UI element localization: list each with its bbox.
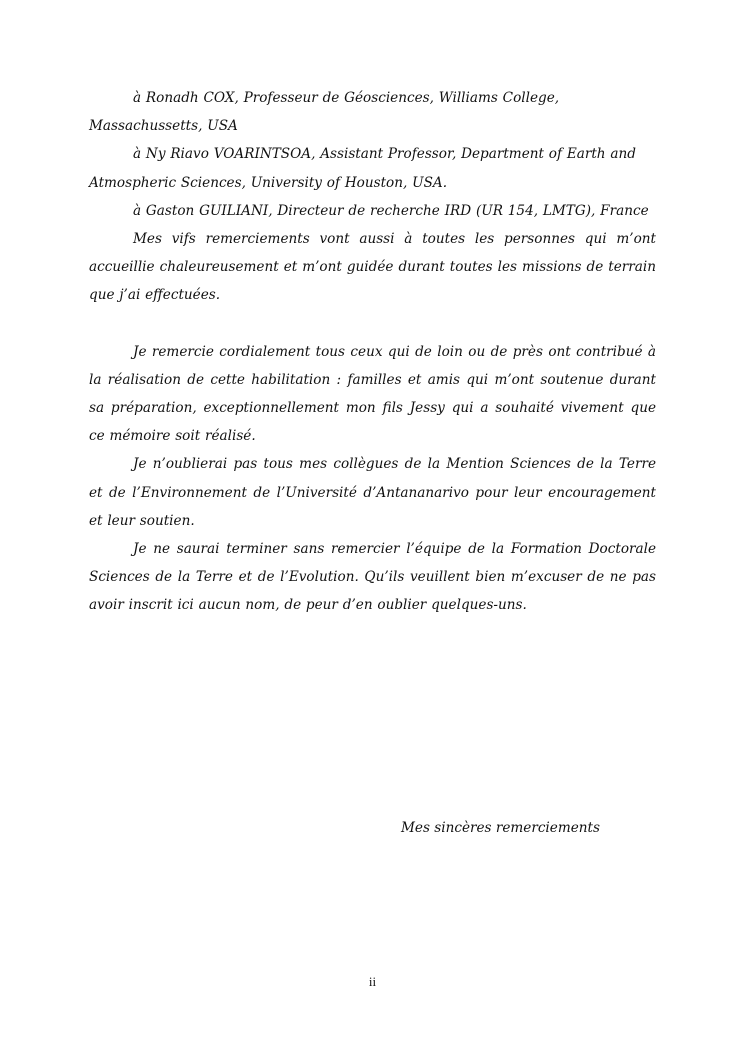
ack-guiliani: à Gaston GUILIANI, Directeur de recherche IRD (UR 154, LMTG), France [133,202,649,219]
closing-remark: Mes sincères remerciements [401,820,600,836]
ack-cox: à Ronadh COX, Professeur de Géosciences, Williams College, Massachussetts, USA [89,90,560,135]
paragraph-gap [89,310,656,338]
ack-voarintsoa: à Ny Riavo VOARINTSOA, Assistant Professor, Department of Earth and Atmospheric Sciences, University of Houston, USA. [89,146,636,191]
ack-doctoral-team: Je ne saurai terminer sans remercier l’équipe de la Formation Doctorale Sciences de la Terre et de l’Evolution. Qu’ils veuillent bien m’excuser de ne pas avoir inscrit ici aucun nom, de peur d’en oublier quelques-uns. [89,541,656,614]
ack-family: Je remercie cordialement tous ceux qui de loin ou de près ont contribué à la réalisation de cette habilitation : familles et amis qui m’ont soutenue durant sa préparation, exceptionnellement mon fils Jessy qui a souhaité vivement que ce mémoire soit réalisé. [89,343,656,445]
ack-field-missions: Mes vifs remerciements vont aussi à toutes les personnes qui m’ont accueillie chaleureusement et m’ont guidée durant toutes les missions de terrain que j’ai effectuées. [89,231,656,304]
page-number: ii [368,974,377,989]
ack-colleagues: Je n’oublierai pas tous mes collègues de la Mention Sciences de la Terre et de l’Environnement de l’Université d’Antananarivo pour leur encouragement et leur soutien. [89,456,656,529]
acknowledgements-body [89,84,656,620]
